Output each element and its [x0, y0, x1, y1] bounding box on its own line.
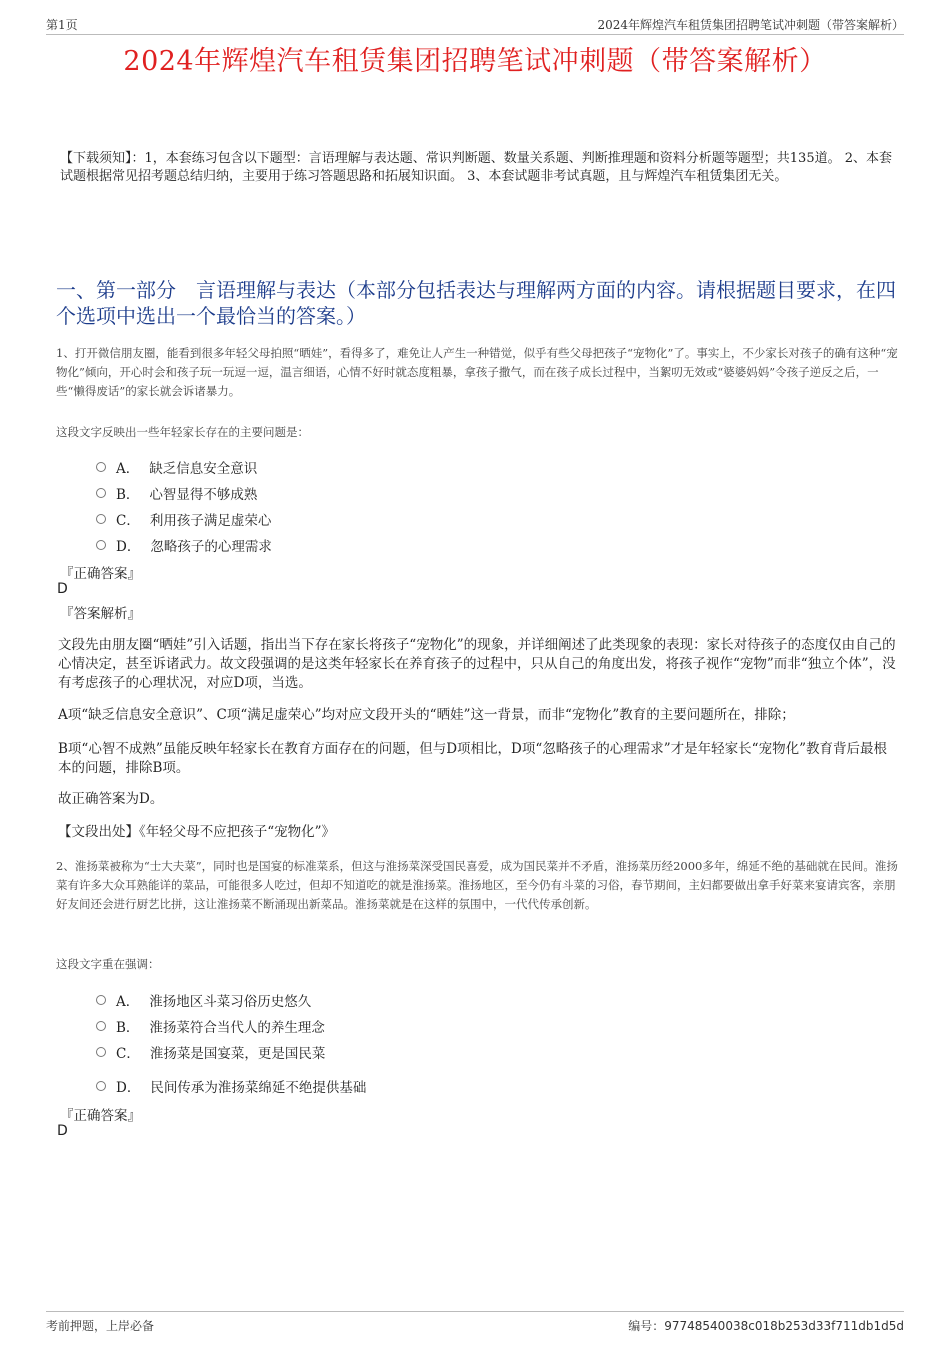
question-2-prompt: 这段文字重在强调：	[56, 957, 160, 971]
q1-option-d[interactable]: D． 忽略孩子的心理需求	[96, 535, 272, 555]
q2-option-c[interactable]: C． 淮扬菜是国宴菜，更是国民菜	[96, 1042, 325, 1062]
q1-analysis-p3: B项“心智不成熟”虽能反映年轻家长在教育方面存在的问题，但与D项相比，D项“忽略孩子的心理需求”才是年轻家长“宠物化”教育背后最根本的问题，排除B项。	[58, 741, 887, 776]
q2-answer: D	[57, 1123, 68, 1139]
q1-option-b[interactable]: B． 心智显得不够成熟	[96, 483, 257, 503]
radio-icon[interactable]	[96, 1021, 106, 1031]
footer-doc-id: 编号：97748540038c018b253d33f711db1d5d	[628, 1319, 904, 1333]
radio-icon[interactable]	[96, 462, 106, 472]
radio-icon[interactable]	[96, 1081, 106, 1091]
q1-option-a[interactable]: A． 缺乏信息安全意识	[96, 457, 257, 477]
section-title: 一、第一部分 言语理解与表达（本部分包括表达与理解两方面的内容。请根据题目要求，在四个选项中选出一个最恰当的答案。）	[56, 278, 896, 328]
radio-icon[interactable]	[96, 488, 106, 498]
q1-analysis-p4: 故正确答案为D。	[58, 791, 164, 807]
q2-option-d[interactable]: D． 民间传承为淮扬菜绵延不绝提供基础	[96, 1076, 366, 1096]
q1-analysis-p1: 文段先由朋友圈“晒娃”引入话题，指出当下存在家长将孩子“宠物化”的现象，并详细阐述了此类现象的表现：家长对待孩子的态度仅由自己的心情决定，甚至诉诸武力。故文段强调的是这类年轻家长在养育孩子的过程中，只从自己的角度出发，将孩子视作“宠物”而非“独立个体”，没有考虑孩子的心理状况，对应D项，当选。	[58, 637, 896, 691]
question-1-prompt: 这段文字反映出一些年轻家长存在的主要问题是：	[56, 425, 309, 439]
q1-source: 【文段出处】《年轻父母不应把孩子“宠物化”》	[58, 824, 336, 840]
header-doc-title: 2024年辉煌汽车租赁集团招聘笔试冲刺题（带答案解析）	[597, 17, 904, 32]
radio-icon[interactable]	[96, 540, 106, 550]
radio-icon[interactable]	[96, 1047, 106, 1057]
page-footer	[46, 1311, 904, 1334]
question-2-text: 2、淮扬菜被称为“士大夫菜”，同时也是国宴的标准菜系，但这与淮扬菜深受国民喜爱，成为国民菜并不矛盾，淮扬菜历经2000多年，绵延不绝的基础就在民间。淮扬菜有许多大众耳熟能详的菜品，可能很多人吃过，但却不知道吃的就是淮扬菜。淮扬地区，至今仍有斗菜的习俗，春节期间，主妇都要做出拿手好菜来宴请宾客，亲朋好友间还会进行厨艺比拼，这让淮扬菜不断涌现出新菜品。淮扬菜就是在这样的氛围中，一代代传承创新。	[56, 859, 898, 911]
radio-icon[interactable]	[96, 514, 106, 524]
q2-option-b[interactable]: B． 淮扬菜符合当代人的养生理念	[96, 1016, 325, 1036]
page-number: 第1页	[46, 17, 78, 32]
q1-answer-label: 『正确答案』	[60, 566, 141, 582]
page-header	[46, 14, 904, 35]
q1-answer: D	[57, 581, 68, 597]
q2-option-a[interactable]: A． 淮扬地区斗菜习俗历史悠久	[96, 990, 311, 1010]
q2-answer-label: 『正确答案』	[60, 1108, 141, 1124]
question-1-text: 1、打开微信朋友圈，能看到很多年轻父母拍照“晒娃”，看得多了，难免让人产生一种错觉，似乎有些父母把孩子“宠物化”了。事实上，不少家长对孩子的确有这种“宠物化”倾向，开心时会和孩子玩一玩逗一逗，温言细语，心情不好时就态度粗暴，拿孩子撒气，而在孩子成长过程中，当絮叨无效或“婆婆妈妈”令孩子逆反之后，一些“懒得废话”的家长就会诉诸暴力。	[56, 346, 898, 398]
footer-slogan: 考前押题，上岸必备	[46, 1319, 155, 1333]
q1-option-c[interactable]: C． 利用孩子满足虚荣心	[96, 509, 271, 529]
q1-analysis-p2: A项“缺乏信息安全意识”、C项“满足虚荣心”均对应文段开头的“晒娃”这一背景，而非“宠物化”教育的主要问题所在，排除；	[58, 707, 795, 723]
document-title: 2024年辉煌汽车租赁集团招聘笔试冲刺题（带答案解析）	[123, 46, 827, 77]
download-notice: 【下载须知】：1，本套练习包含以下题型：言语理解与表达题、常识判断题、数量关系题、判断推理题和资料分析题等题型；共135道。 2、本套试题根据常见招考题总结归纳，主要用于练习答题思路和拓展知识面。 3、本套试题非考试真题，且与辉煌汽车租赁集团无关。	[60, 151, 892, 184]
radio-icon[interactable]	[96, 995, 106, 1005]
q1-analysis-label: 『答案解析』	[60, 606, 141, 622]
